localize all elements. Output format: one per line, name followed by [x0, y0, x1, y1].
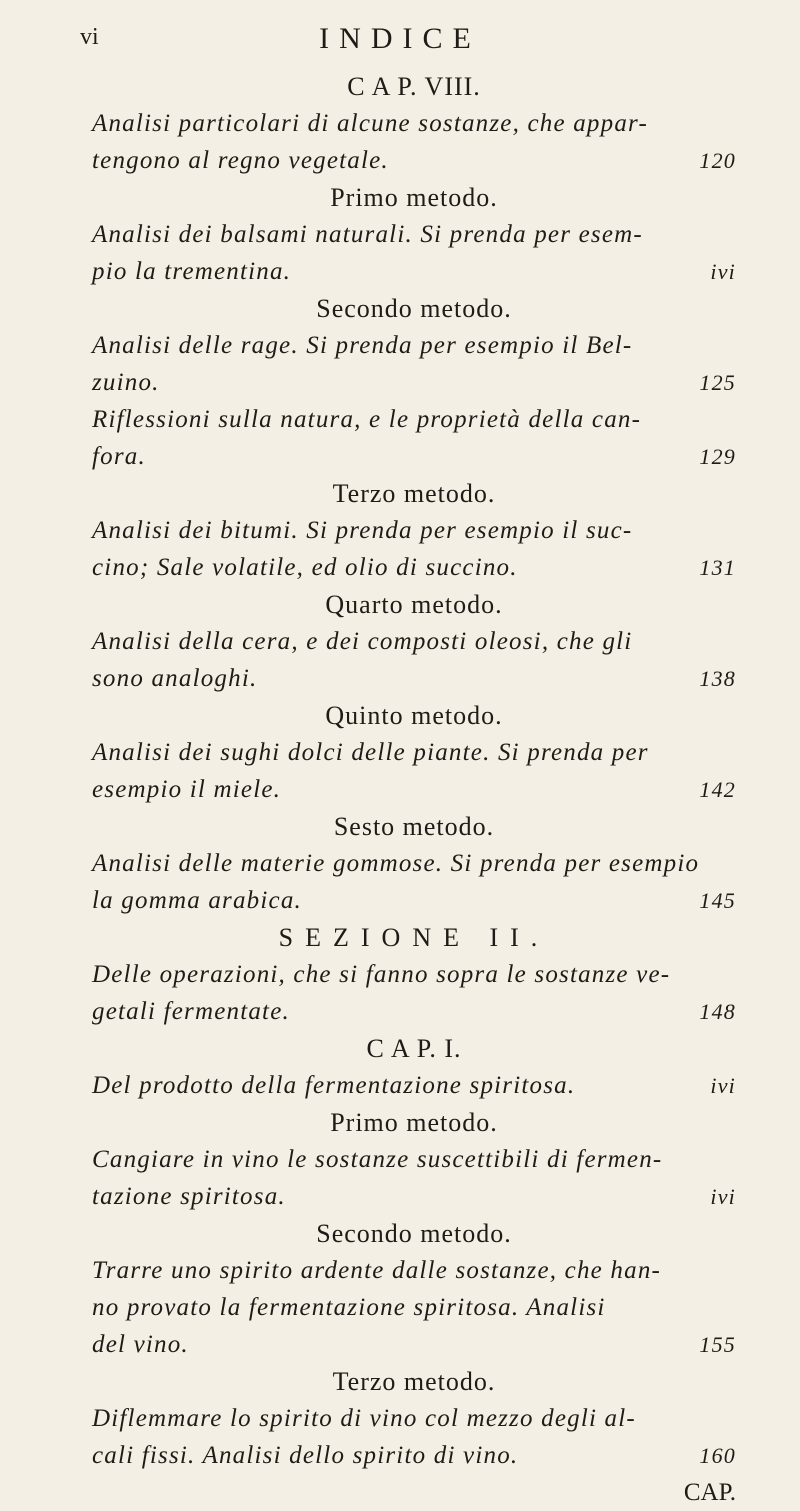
index-entry-line: esempio il miele. 142 — [92, 771, 736, 808]
method-heading: Primo metodo. — [330, 1108, 498, 1137]
index-entry-line: Delle operazioni, che si fanno sopra le sostanze ve- — [92, 961, 671, 988]
index-entry-line: Analisi particolari di alcune sostanze, che appar- — [92, 110, 648, 137]
index-entry-line: Diflemmare lo spirito di vino col mezzo degli al- — [92, 1405, 636, 1432]
index-entry-line: Riflessioni sulla natura, e le proprietà della can- — [92, 406, 642, 433]
page-reference: 148 — [699, 999, 736, 1024]
page-header — [0, 22, 800, 62]
page-reference: 142 — [699, 777, 736, 802]
index-entry-line: Analisi delle materie gommose. Si prenda per esempio — [92, 850, 700, 877]
chapter-heading: C A P. VIII. — [347, 72, 481, 101]
index-entry-line: tengono al regno vegetale. 120 — [92, 142, 736, 179]
index-entry-line: la gomma arabica. 145 — [92, 882, 736, 919]
page-reference: 120 — [699, 148, 736, 173]
page-reference: 138 — [699, 666, 736, 691]
index-entry-line: getali fermentate. 148 — [92, 993, 736, 1030]
page-reference: 145 — [699, 888, 736, 913]
index-entry-line: Analisi dei balsami naturali. Si prenda per esem- — [92, 221, 643, 248]
index-entry-line: Analisi delle rage. Si prenda per esempio il Bel- — [92, 332, 633, 359]
page-reference: 131 — [699, 555, 736, 580]
index-entry-line: no provato la fermentazione spiritosa. Analisi — [92, 1294, 606, 1321]
index-entry-line: cali fissi. Analisi dello spirito di vino. 160 — [92, 1437, 736, 1474]
method-heading: Primo metodo. — [330, 183, 498, 212]
index-entry-line: cino; Sale volatile, ed olio di succino. 131 — [92, 549, 736, 586]
index-entry-line: Trarre uno spirito ardente dalle sostanze, che han- — [92, 1257, 662, 1284]
page-number: vi — [80, 24, 99, 50]
index-entry-line: Del prodotto della fermentazione spiritosa. ivi — [92, 1067, 736, 1104]
index-entry-line: del vino. 155 — [92, 1326, 736, 1363]
page-reference: 160 — [699, 1443, 736, 1468]
page-reference: 129 — [699, 444, 736, 469]
page-reference: ivi — [710, 1184, 736, 1209]
method-heading: Sesto metodo. — [333, 812, 495, 841]
index-entry-line: Analisi della cera, e dei composti oleosi, che gli — [92, 628, 633, 655]
chapter-heading: C A P. I. — [366, 1034, 462, 1063]
index-entry-line: fora. 129 — [92, 438, 736, 475]
index-entry-line: zuino. 125 — [92, 364, 736, 401]
index-entry-line: Cangiare in vino le sostanze suscettibili di fermen- — [92, 1146, 663, 1173]
index-entry-line: pio la trementina. ivi — [92, 253, 736, 290]
page-reference: ivi — [710, 1073, 736, 1098]
section-heading: SEZIONE II. — [278, 923, 550, 952]
index-entry-line: sono analoghi. 138 — [92, 660, 736, 697]
catchword: CAP. — [683, 1479, 736, 1506]
method-heading: Terzo metodo. — [332, 479, 496, 508]
running-title: INDICE — [319, 22, 481, 55]
page-reference: 125 — [699, 370, 736, 395]
method-heading: Quinto metodo. — [325, 701, 503, 730]
index-entry-line: tazione spiritosa. ivi — [92, 1178, 736, 1215]
method-heading: Secondo metodo. — [316, 1219, 512, 1248]
method-heading: Quarto metodo. — [325, 590, 503, 619]
index-body — [92, 68, 736, 1511]
page-reference: ivi — [710, 259, 736, 284]
method-heading: Secondo metodo. — [316, 294, 512, 323]
page-reference: 155 — [699, 1332, 736, 1357]
index-entry-line: Analisi dei bitumi. Si prenda per esempio il suc- — [92, 517, 633, 544]
method-heading: Terzo metodo. — [332, 1367, 496, 1396]
index-entry-line: Analisi dei sughi dolci delle piante. Si prenda per — [92, 739, 649, 766]
catchword-line — [92, 1474, 736, 1511]
